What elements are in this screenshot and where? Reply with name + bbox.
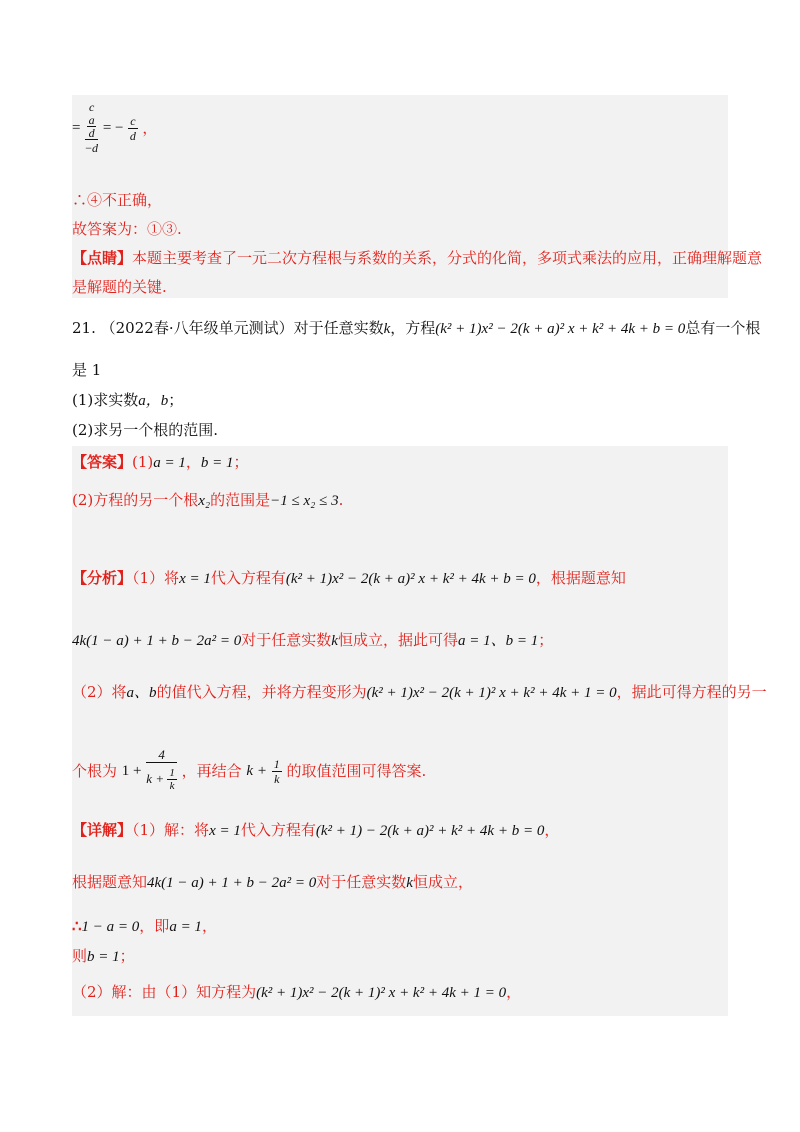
- detail-label: 【详解】: [72, 821, 133, 839]
- answer-line1: 【答案】(1)a = 1，b = 1；: [72, 453, 249, 471]
- root-fraction: 4 k + $\frac{1}{k}$: [146, 747, 175, 792]
- analysis-line2: 4k(1 − a) + 1 + b − 2a² = 0对于任意实数k恒成立，据此可得a = 1、b = 1；: [72, 631, 554, 649]
- q21-line1: 21. （2022春·八年级单元测试）对于任意实数k，方程(k² + 1)x² − 2(k + a)² x + k² + 4k + b = 0总有一个根: [72, 319, 761, 337]
- fraction-line: = c a d −d = − $\frac{c}{d}$ ，: [72, 100, 158, 155]
- analysis-line3: （2）将a、b的值代入方程，并将方程变形为(k² + 1)x² − 2(k + 1)² x + k² + 4k + 1 = 0，据此可得方程的另一: [72, 683, 767, 701]
- answer-prev: 故答案为：①③.: [72, 220, 182, 238]
- analysis-line4: 个根为 1 + 4 k + $\frac{1}{k}$ ，再结合 k + $\frac{1}{k}$ 的取值范围可得答案.: [72, 748, 426, 798]
- q21-number: 21.: [72, 319, 96, 337]
- detail-line2: 根据题意知4k(1 − a) + 1 + b − 2a² = 0对于任意实数k恒成立，: [72, 873, 473, 891]
- conclusion-4: ∴④不正确，: [72, 191, 163, 209]
- analysis-label: 【分析】: [72, 569, 133, 587]
- q21-equation: (k² + 1)x² − 2(k + a)² x + k² + 4k + b = 0: [435, 321, 686, 337]
- dianjing-label: 【点睛】: [72, 249, 133, 267]
- q21-part2: (2)求另一个根的范围.: [72, 421, 219, 439]
- answer-label: 【答案】: [72, 453, 133, 471]
- detail-line3: ∴1 − a = 0，即a = 1，: [72, 917, 217, 935]
- rhs-fraction: $\frac{c}{d}$: [129, 113, 136, 143]
- q21-part1: (1)求实数a，b；: [72, 391, 184, 409]
- dianjing-line1: 【点睛】本题主要考查了一元二次方程根与系数的关系，分式的化简，多项式乘法的应用，正确理解题意: [72, 249, 763, 267]
- analysis-line1: 【分析】（1）将x = 1代入方程有(k² + 1)x² − 2(k + a)² x + k² + 4k + b = 0，根据题意知: [72, 569, 626, 587]
- answer-line2: (2)方程的另一个根x₂的范围是−1 ≤ x₂ ≤ 3.: [72, 491, 344, 509]
- detail-line5: （2）解：由（1）知方程为(k² + 1)x² − 2(k + 1)² x + k² + 4k + 1 = 0，: [72, 983, 522, 1001]
- q21-line2: 是 1: [72, 361, 102, 379]
- dianjing-line2: 是解题的关键.: [72, 278, 167, 296]
- detail-line4: 则b = 1；: [72, 947, 135, 965]
- detail-line1: 【详解】（1）解：将x = 1代入方程有(k² + 1) − 2(k + a)² + k² + 4k + b = 0，: [72, 821, 560, 839]
- nested-fraction: c a d −d: [85, 100, 99, 155]
